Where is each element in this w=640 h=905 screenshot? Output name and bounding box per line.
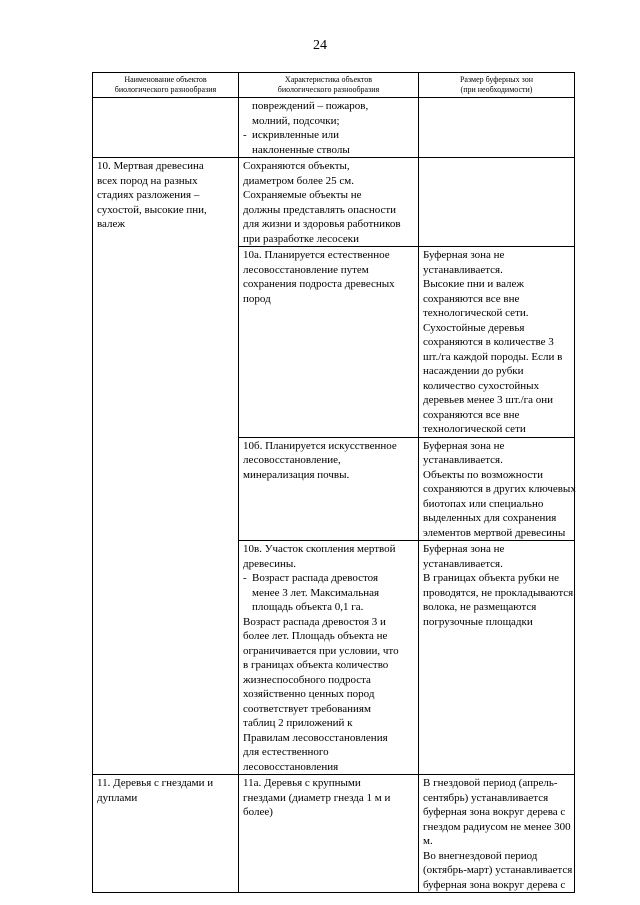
text-line: минерализация почвы. [243,468,350,481]
text-line: лесовосстановление, [243,454,341,466]
page-number: 24 [313,38,327,53]
bullet-dash: - [243,572,247,584]
text-line: В границах объекта рубки не [423,572,559,584]
header-characteristic [239,73,419,98]
text-line: сохраняются все вне [423,408,520,421]
text-line: 10в. Участок скопления мертвой [243,543,396,555]
characteristic-cell [239,98,419,158]
text-line: выделенных для сохранения [423,512,557,524]
text-line: Сухостойные деревья [423,321,525,334]
text-line: дуплами [97,791,138,804]
biodiversity-table [92,72,575,893]
text-line: пород [243,292,271,305]
text-line: буферная зона вокруг дерева с [423,878,566,891]
buffer-cell [419,98,575,158]
name-cell [93,775,239,893]
text-line: Возраст распада древостоя [252,572,379,584]
text-line: 10. Мертвая древесина [97,160,204,172]
text-line: шт./га каждой породы. Если в [423,350,563,363]
characteristic-cell [239,437,419,541]
text-line: Сохраняемые объекты не [243,189,362,201]
text-line: сохраняются в других ключевых [423,483,576,495]
name-cell [93,158,239,775]
text-line: сохраняются в количестве 3 [423,336,554,348]
header-line: Размер буферных зон [459,75,533,84]
header-line: биологического разнообразия [277,85,380,94]
text-line: элементов мертвой древесины [423,526,566,539]
text-line: (октябрь-март) устанавливается [423,864,573,876]
text-line: жизнеспособного подроста [243,673,371,686]
text-line: гнездом радиусом не менее 300 [423,820,571,833]
text-line: площадь объекта 0,1 га. [252,601,364,613]
text-line: в границах объекта количество [243,659,389,671]
header-line: Наименование объектов [124,75,207,84]
text-line: валеж [97,218,125,230]
characteristic-cell [239,775,419,893]
text-line: для жизни и здоровья работников [243,218,401,230]
text-line: менее 3 лет. Максимальная [252,586,380,599]
text-line: более) [243,806,273,818]
text-line: Буферная зона не [423,439,505,452]
text-line: м. [423,835,433,847]
table-row [93,98,575,158]
header-line: (при необходимости) [460,85,533,94]
text-line: В гнездовой период (апрель- [423,777,558,789]
text-line: при разработке лесосеки [243,232,360,245]
text-line: древесины. [243,557,297,570]
table-row [93,158,575,247]
header-name [93,73,239,98]
characteristic-cell [239,158,419,247]
characteristic-cell [239,247,419,438]
text-line: устанавливается. [423,263,503,276]
text-line: технологической сети. [423,307,529,319]
text-line: ограничивается при условии, что [243,644,399,657]
header-buffer [419,73,575,98]
text-line: диаметром более 25 см. [243,174,354,187]
text-line: Во внегнездовой период [423,849,538,862]
text-line: сентябрь) устанавливается [423,791,549,804]
text-line: устанавливается. [423,454,503,466]
bullet-dash: - [243,129,247,141]
text-line: стадиях разложения – [97,189,200,201]
text-line: гнездами (диаметр гнезда 1 м и [243,791,391,804]
text-line: буферная зона вокруг дерева с [423,806,566,818]
text-line: лесовосстановление путем [243,263,369,276]
text-line: 10а. Планируется естественное [243,249,390,261]
text-line: наклоненные стволы [252,143,350,156]
buffer-cell [419,437,575,541]
text-line: сухостой, высокие пни, [97,203,207,216]
text-line: сохранения подроста древесных [243,278,395,290]
text-line: лесовосстановления [243,760,339,773]
header-line: Характеристика объектов [284,75,373,84]
text-line: насаждении до рубки [423,365,524,377]
name-cell [93,98,239,158]
text-line: 11. Деревья с гнездами и [97,777,214,789]
text-line: таблиц 2 приложений к [243,717,353,729]
text-line: Объекты по возможности [423,468,543,481]
text-line: хозяйственно ценных пород [243,688,375,700]
text-line: технологической сети [423,423,526,435]
buffer-cell [419,541,575,775]
text-line: биотопах или специально [423,497,544,510]
header-line: биологического разнообразия [114,85,217,94]
table-row [93,775,575,893]
text-line: 11а. Деревья с крупными [243,777,361,789]
text-line: 10б. Планируется искусственное [243,439,397,452]
text-line: количество сухостойных [423,379,540,392]
text-line: Сохраняются объекты, [243,160,350,172]
text-line: Буферная зона не [423,543,505,555]
text-line: повреждений – пожаров, [252,100,369,112]
header-row [93,73,575,98]
text-line: более лет. Площадь объекта не [243,630,388,642]
text-line: Буферная зона не [423,249,505,261]
text-line: молний, подсочки; [252,114,340,127]
text-line: проводятся, не прокладываются [423,586,574,599]
characteristic-cell [239,541,419,775]
text-line: соответствует требованиям [243,702,371,715]
text-line: должны представлять опасности [243,203,397,216]
text-line: Высокие пни и валеж [423,278,525,290]
text-line: Возраст распада древостоя 3 и [243,615,386,628]
text-line: всех пород на разных [97,174,198,187]
text-line: деревьев менее 3 шт./га они [423,394,554,406]
buffer-cell [419,158,575,247]
buffer-cell [419,775,575,893]
text-line: волока, не размещаются [423,601,537,613]
text-line: искривленные или [252,129,339,141]
text-line: погрузочные площадки [423,615,533,628]
text-line: устанавливается. [423,557,503,570]
text-line: сохраняются все вне [423,292,520,305]
text-line: для естественного [243,746,329,758]
buffer-cell [419,247,575,438]
text-line: Правилам лесовосстановления [243,731,388,744]
